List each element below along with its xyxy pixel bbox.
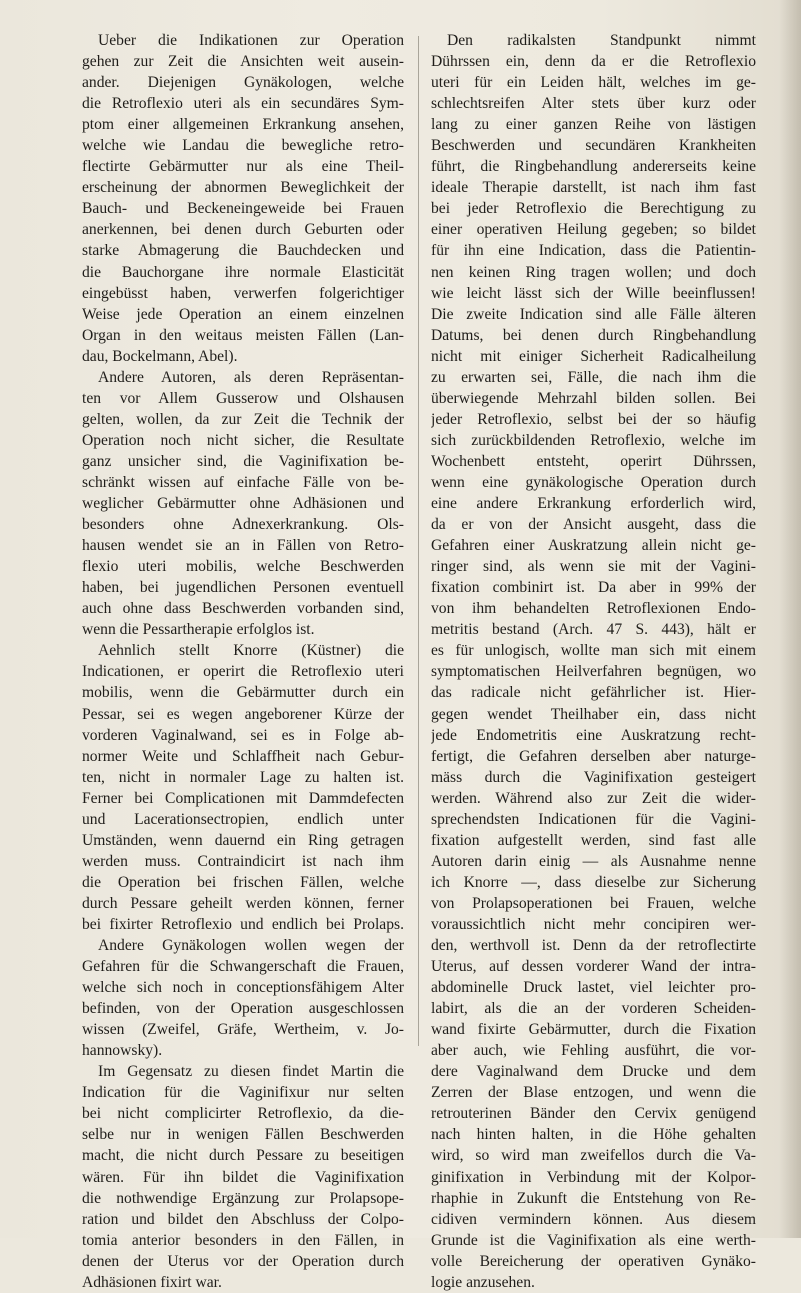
text-line: gehen zur Zeit die Ansichten weit ausein-: [82, 53, 404, 71]
text-line: Aehnlich stellt Knorre (Küstner) die: [98, 642, 404, 660]
text-line: wenn die Pessartherapie erfolglos ist.: [82, 621, 315, 639]
text-line: die Operation bei frischen Fällen, welche: [82, 873, 404, 891]
text-line: bei nicht complicirter Retroflexio, da die-: [82, 1105, 404, 1123]
left-text-column: [82, 30, 404, 1293]
text-line: Pessar, sei es wegen angeborener Kürze der: [82, 705, 404, 723]
text-line: bei jeder Retroflexio die Berechtigung zu: [431, 200, 756, 218]
text-line: dere Vaginalwand dem Drucke und dem: [431, 1063, 756, 1081]
text-line: wird, so wird man zweifellos durch die Va-: [431, 1147, 756, 1165]
text-line: werden muss. Contraindicirt ist nach ihm: [82, 852, 404, 870]
text-line: fixation combinirt ist. Da aber in 99% der: [431, 579, 756, 597]
text-line: ganz unsicher sind, die Vaginifixation be-: [82, 452, 404, 470]
text-line: flexio uteri mobilis, welche Beschwerden: [82, 558, 404, 576]
text-line: dau, Bockelmann, Abel).: [82, 347, 238, 365]
text-line: starke Abmagerung die Bauchdecken und: [82, 242, 404, 260]
text-line: schränkt wissen auf einfache Fälle von be-: [82, 473, 404, 491]
text-line: eingebüsst haben, verwerfen folgerichtiger: [82, 284, 404, 302]
text-line: wie leicht lässt sich der Wille beeinflussen!: [431, 284, 756, 302]
text-line: lang zu einer ganzen Reihe von lästigen: [431, 116, 756, 134]
text-line: weglicher Gebärmutter ohne Adhäsionen und: [82, 495, 404, 513]
text-line: Beschwerden und secundären Krankheiten: [431, 137, 756, 155]
text-line: den, werthvoll ist. Denn da der retroflectirte: [431, 937, 756, 955]
text-line: sprechendsten Indicationen für die Vagini-: [431, 810, 756, 828]
text-line: durch Pessare geheilt werden können, ferner: [82, 894, 404, 912]
text-line: auch ohne dass Beschwerden vorbanden sind,: [82, 600, 404, 618]
text-line: abdominelle Druck lastet, viel leichter pro-: [431, 979, 756, 997]
text-line: die Bauchorgane ihre normale Elasticität: [82, 263, 404, 281]
text-line: selbe nur in wenigen Fällen Beschwerden: [82, 1126, 404, 1144]
text-line: Indication für die Vaginifixur nur selten: [82, 1084, 404, 1102]
text-line: von Prolapsoperationen bei Frauen, welche: [431, 894, 756, 912]
text-line: gegen wendet Theilhaber ein, dass nicht: [431, 705, 756, 723]
text-line: Dührssen ein, denn da er die Retroflexio: [431, 53, 756, 71]
text-line: welche sich noch in conceptionsfähigem Alter: [82, 979, 404, 997]
text-line: Im Gegensatz zu diesen findet Martin die: [98, 1063, 404, 1081]
text-line: ration und bildet den Abschluss der Colpo-: [82, 1210, 404, 1228]
text-line: Andere Gynäkologen wollen wegen der: [98, 937, 404, 955]
text-line: metritis bestand (Arch. 47 S. 443), hält er: [431, 621, 756, 639]
text-line: nach hinten halten, in die Höhe gehalten: [431, 1126, 756, 1144]
text-line: ten vor Allem Gusserow und Olshausen: [82, 389, 404, 407]
text-line: führt, die Ringbehandlung andererseits keine: [431, 158, 756, 176]
text-line: ginifixation in Verbindung mit der Kolpor-: [431, 1168, 756, 1186]
text-line: aber auch, wie Fehling ausführt, die vor-: [431, 1042, 756, 1060]
text-line: Bauch- und Beckeneingeweide bei Frauen: [82, 200, 404, 218]
text-line: die nothwendige Ergänzung zur Prolapsope-: [82, 1189, 404, 1207]
text-line: Autoren darin einig — als Ausnahme nenne: [431, 852, 756, 870]
text-line: ideale Therapie darstellt, ist nach ihm fast: [431, 179, 756, 197]
text-line: wissen (Zweifel, Gräfe, Wertheim, v. Jo-: [82, 1021, 404, 1039]
text-line: uteri für ein Leiden hält, welches im ge-: [431, 74, 756, 92]
text-line: Wochenbett entsteht, operirt Dührssen,: [431, 452, 756, 470]
text-line: Uterus, auf dessen vorderer Wand der intra-: [431, 958, 756, 976]
text-line: werden. Während also zur Zeit die wider-: [431, 789, 756, 807]
text-line: wand fixirte Gebärmutter, durch die Fixation: [431, 1021, 756, 1039]
text-line: rhaphie in Zukunft die Entstehung von Re-: [431, 1189, 756, 1207]
text-line: mobilis, wenn die Gebärmutter durch ein: [82, 684, 404, 702]
text-line: ringer sind, als wenn sie mit der Vagini-: [431, 558, 756, 576]
text-line: jede Endometritis eine Auskratzung recht-: [431, 726, 756, 744]
text-line: Umständen, wenn dauernd ein Ring getragen: [82, 831, 404, 849]
text-line: besonders ohne Adnexerkrankung. Ols-: [82, 516, 404, 534]
text-line: Ferner bei Complicationen mit Dammdefecten: [82, 789, 404, 807]
text-line: eine andere Erkrankung erforderlich wird,: [431, 495, 756, 513]
text-line: überwiegende Mehrzahl bilden sollen. Bei: [431, 389, 756, 407]
text-line: wären. Für ihn bildet die Vaginifixation: [82, 1168, 404, 1186]
column-divider: [418, 36, 419, 1046]
text-line: gelten, wollen, da zur Zeit die Technik der: [82, 410, 404, 428]
text-line: nicht mit einiger Sicherheit Radicalheilung: [431, 347, 756, 365]
text-line: anerkennen, bei denen durch Geburten oder: [82, 221, 404, 239]
right-text-column: [431, 30, 756, 1293]
text-line: Gefahren einer Auskratzung allein nicht ge-: [431, 537, 756, 555]
text-line: Andere Autoren, als deren Repräsentan-: [98, 368, 404, 386]
text-line: Die zweite Indication sind alle Fälle älteren: [431, 305, 756, 323]
text-line: symptomatischen Heilverfahren begnügen, wo: [431, 663, 756, 681]
text-line: mäss durch die Vaginifixation gesteigert: [431, 768, 756, 786]
text-line: bei fixirter Retroflexio und endlich bei Prolaps.: [82, 915, 404, 933]
text-line: und Lacerationsectropien, endlich unter: [82, 810, 404, 828]
text-line: hausen wendet sie an in Fällen von Retro-: [82, 537, 404, 555]
text-line: das radicale nicht gefährlicher ist. Hier-: [431, 684, 756, 702]
text-line: von ihm behandelten Retroflexionen Endo-: [431, 600, 756, 618]
text-line: ander. Diejenigen Gynäkologen, welche: [82, 74, 404, 92]
text-line: erscheinung der abnormen Beweglichkeit der: [82, 179, 404, 197]
text-line: einer operativen Heilung gegeben; so bildet: [431, 221, 756, 239]
text-line: Zerren der Blase entzogen, und wenn die: [431, 1084, 756, 1102]
text-line: Gefahren für die Schwangerschaft die Frauen,: [82, 958, 404, 976]
text-line: cidiven vermindern können. Aus diesem: [431, 1210, 756, 1228]
text-line: fertigt, die Gefahren derselben aber naturge-: [431, 747, 756, 765]
text-line: vorderen Vaginalwand, sei es in Folge ab-: [82, 726, 404, 744]
text-line: tomia anterior besonders in den Fällen, in: [82, 1231, 404, 1249]
text-line: Ueber die Indikationen zur Operation: [98, 32, 404, 49]
text-line: da er von der Ansicht ausgeht, dass die: [431, 516, 756, 534]
text-line: schlechtsreifen Alter stets über kurz oder: [431, 95, 756, 113]
text-line: denen der Uterus vor der Operation durch: [82, 1252, 404, 1270]
text-line: jeder Retroflexio, selbst bei der so häufig: [431, 410, 756, 428]
text-line: die Retroflexio uteri als ein secundäres Sym-: [82, 95, 404, 113]
text-line: Organ in den weitaus meisten Fällen (Lan-: [82, 326, 404, 344]
text-line: ptom einer allgemeinen Erkrankung ansehen,: [82, 116, 404, 134]
text-line: flectirte Gebärmutter nur als eine Theil-: [82, 158, 404, 176]
text-line: es für unlogisch, wollte man sich mit einem: [431, 642, 756, 660]
text-line: Weise jede Operation an einem einzelnen: [82, 305, 404, 323]
text-line: Adhäsionen fixirt war.: [82, 1273, 222, 1291]
text-line: hannowsky).: [82, 1042, 163, 1060]
text-line: fixation aufgestellt werden, sind fast alle: [431, 831, 756, 849]
text-line: volle Bereicherung der operativen Gynäko-: [431, 1252, 756, 1270]
text-line: befinden, von der Operation ausgeschlossen: [82, 1000, 404, 1018]
text-line: retrouterinen Bänder den Cervix genügend: [431, 1105, 756, 1123]
text-line: Operation noch nicht sicher, die Resultate: [82, 431, 404, 449]
page-edge-shadow: [779, 0, 801, 1238]
text-line: ten, nicht in normaler Lage zu halten ist.: [82, 768, 404, 786]
text-line: normer Weite und Schlaffheit nach Gebur-: [82, 747, 404, 765]
text-line: nen keinen Ring tragen wollen; und doch: [431, 263, 756, 281]
text-line: haben, bei jugendlichen Personen eventuell: [82, 579, 404, 597]
text-line: sich zurückbildenden Retroflexio, welche im: [431, 431, 756, 449]
text-line: ich Knorre —, dass dieselbe zur Sicherung: [431, 873, 756, 891]
text-line: logie anzusehen.: [431, 1273, 535, 1291]
text-line: welche wie Landau die bewegliche retro-: [82, 137, 404, 155]
text-line: macht, die nicht durch Pessare zu beseitigen: [82, 1147, 404, 1165]
text-line: wenn eine gynäkologische Operation durch: [431, 473, 756, 491]
text-line: für ihn eine Indication, dass die Patientin-: [431, 242, 756, 260]
text-line: Den radikalsten Standpunkt nimmt: [447, 32, 756, 49]
text-line: Indicationen, er operirt die Retroflexio uteri: [82, 663, 404, 681]
text-line: Grunde ist die Vaginifixation als eine werth-: [431, 1231, 756, 1249]
text-line: voraussichtlich nicht mehr concipiren wer-: [431, 915, 756, 933]
text-line: labirt, als die an der vorderen Scheiden-: [431, 1000, 756, 1018]
text-line: zu erwarten sei, Fälle, die nach ihm die: [431, 368, 756, 386]
text-line: Datums, bei denen durch Ringbehandlung: [431, 326, 756, 344]
